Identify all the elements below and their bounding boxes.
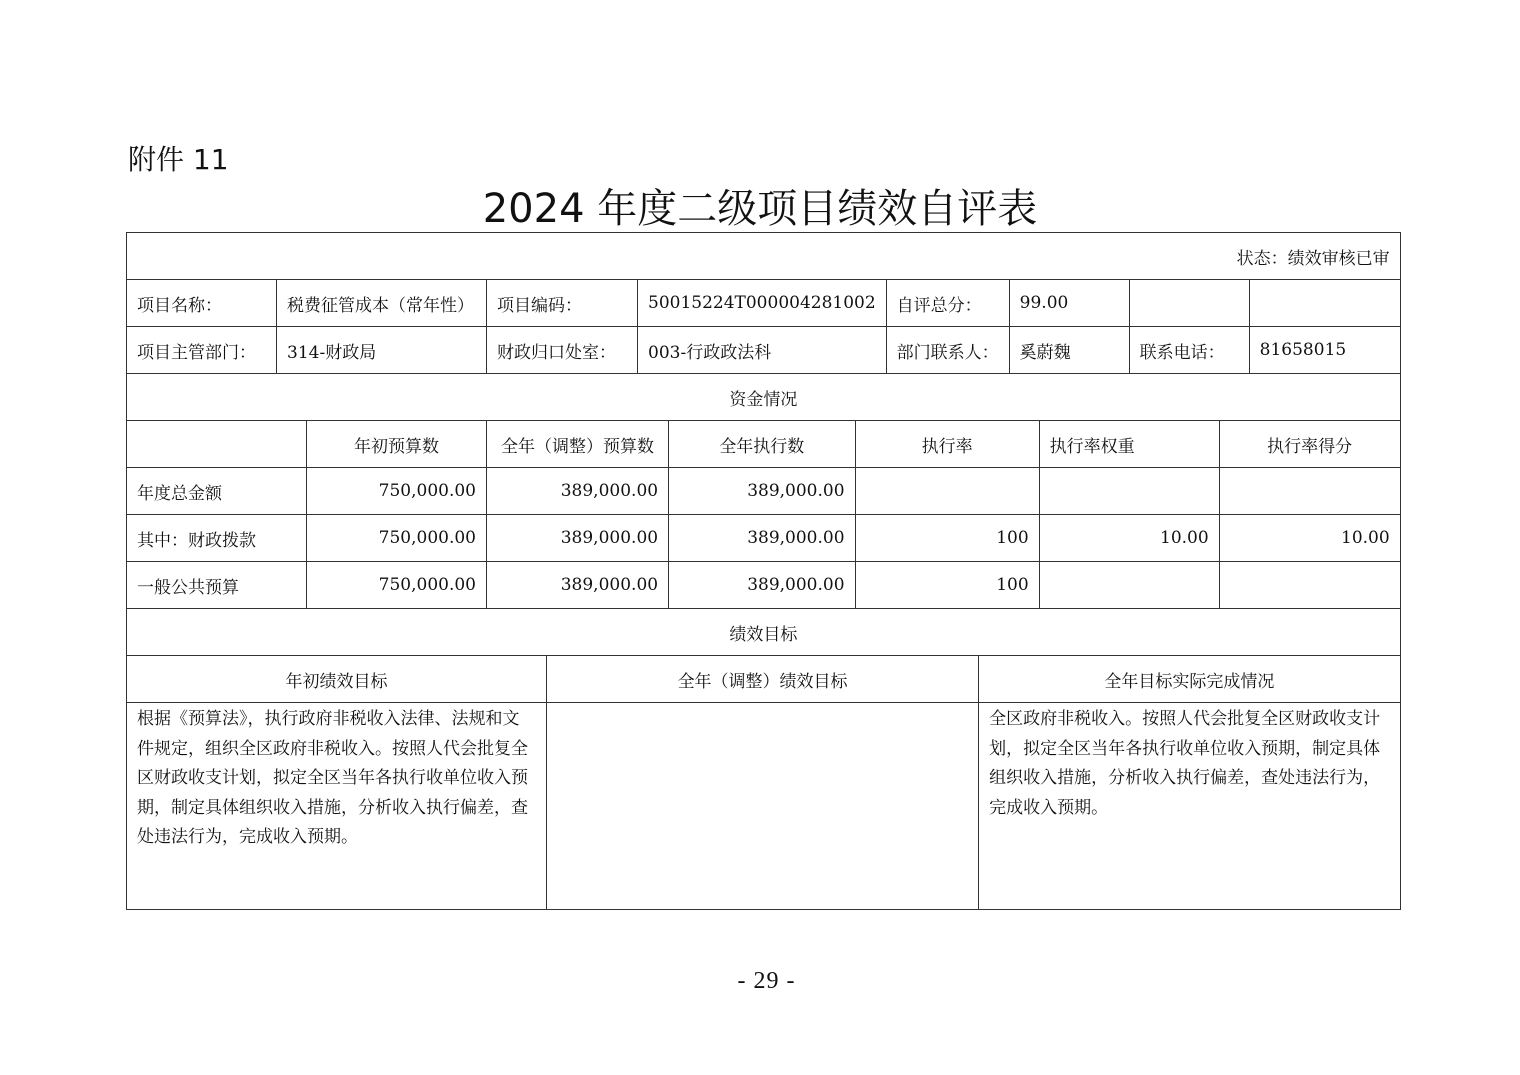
project-code-value: 50015224T000004281002 — [638, 280, 887, 327]
initial-goal-text: 根据《预算法》，执行政府非税收入法律、法规和文件规定，组织全区政府非税收入。按照人代会批复全区财政收支计划，拟定全区当年各执行收单位收入预期，制定具体组织收入措施，分析收入执行偏差，查处违法行为，完成收入预期。 — [127, 703, 547, 910]
goals-section-title: 绩效目标 — [127, 609, 1401, 656]
goals-header: 全年目标实际完成情况 — [979, 656, 1401, 703]
funds-cell: 389,000.00 — [669, 515, 855, 562]
table-row — [127, 562, 1401, 609]
funds-cell: 389,000.00 — [487, 468, 669, 515]
funds-cell: 750,000.00 — [307, 515, 487, 562]
funds-cell — [1039, 562, 1219, 609]
contact-label: 部门联系人： — [886, 327, 1009, 374]
funds-row-label: 年度总金额 — [127, 468, 307, 515]
funds-cell: 389,000.00 — [669, 468, 855, 515]
page-number: - 29 - — [737, 968, 796, 994]
funds-header: 全年（调整）预算数 — [487, 421, 669, 468]
funds-cell: 389,000.00 — [487, 562, 669, 609]
funds-cell: 389,000.00 — [669, 562, 855, 609]
funds-row-label: 一般公共预算 — [127, 562, 307, 609]
phone-value: 81658015 — [1249, 327, 1400, 374]
office-label: 财政归口处室： — [487, 327, 638, 374]
goals-header: 年初绩效目标 — [127, 656, 547, 703]
funds-header: 全年执行数 — [669, 421, 855, 468]
funds-cell — [1219, 562, 1400, 609]
dept-label: 项目主管部门： — [127, 327, 277, 374]
goals-header: 全年（调整）绩效目标 — [547, 656, 979, 703]
funds-cell: 10.00 — [1039, 515, 1219, 562]
funds-header: 执行率得分 — [1219, 421, 1400, 468]
contact-value: 奚蔚魏 — [1009, 327, 1129, 374]
project-name-value: 税费征管成本（常年性） — [277, 280, 487, 327]
funds-cell: 750,000.00 — [307, 468, 487, 515]
funds-header: 执行率权重 — [1039, 421, 1219, 468]
funds-cell: 100 — [855, 562, 1039, 609]
funds-cell — [1219, 468, 1400, 515]
funds-cell: 10.00 — [1219, 515, 1400, 562]
project-code-label: 项目编码： — [487, 280, 638, 327]
funds-section-title: 资金情况 — [127, 374, 1401, 421]
self-score-value: 99.00 — [1009, 280, 1129, 327]
empty-cell — [1249, 280, 1400, 327]
adjusted-goal-text — [547, 703, 979, 910]
funds-header — [127, 421, 307, 468]
funds-cell: 750,000.00 — [307, 562, 487, 609]
self-score-label: 自评总分： — [886, 280, 1009, 327]
empty-cell — [1129, 280, 1249, 327]
actual-completion-text: 全区政府非税收入。按照人代会批复全区财政收支计划，拟定全区当年各执行收单位收入预期，制定具体组织收入措施，分析收入执行偏差，查处违法行为，完成收入预期。 — [979, 703, 1401, 910]
funds-cell — [1039, 468, 1219, 515]
annex-label: 附件 11 — [128, 143, 229, 176]
funds-header: 执行率 — [855, 421, 1039, 468]
phone-label: 联系电话： — [1129, 327, 1249, 374]
funds-cell: 389,000.00 — [487, 515, 669, 562]
table-row — [127, 515, 1401, 562]
table-row — [127, 468, 1401, 515]
project-name-label: 项目名称： — [127, 280, 277, 327]
office-value: 003-行政政法科 — [638, 327, 887, 374]
funds-header: 年初预算数 — [307, 421, 487, 468]
funds-row-label: 其中：财政拨款 — [127, 515, 307, 562]
evaluation-table — [126, 232, 1401, 910]
dept-value: 314-财政局 — [277, 327, 487, 374]
funds-cell — [855, 468, 1039, 515]
page-title: 2024 年度二级项目绩效自评表 — [482, 186, 1038, 232]
funds-cell: 100 — [855, 515, 1039, 562]
status-cell: 状态：绩效审核已审 — [127, 233, 1401, 280]
